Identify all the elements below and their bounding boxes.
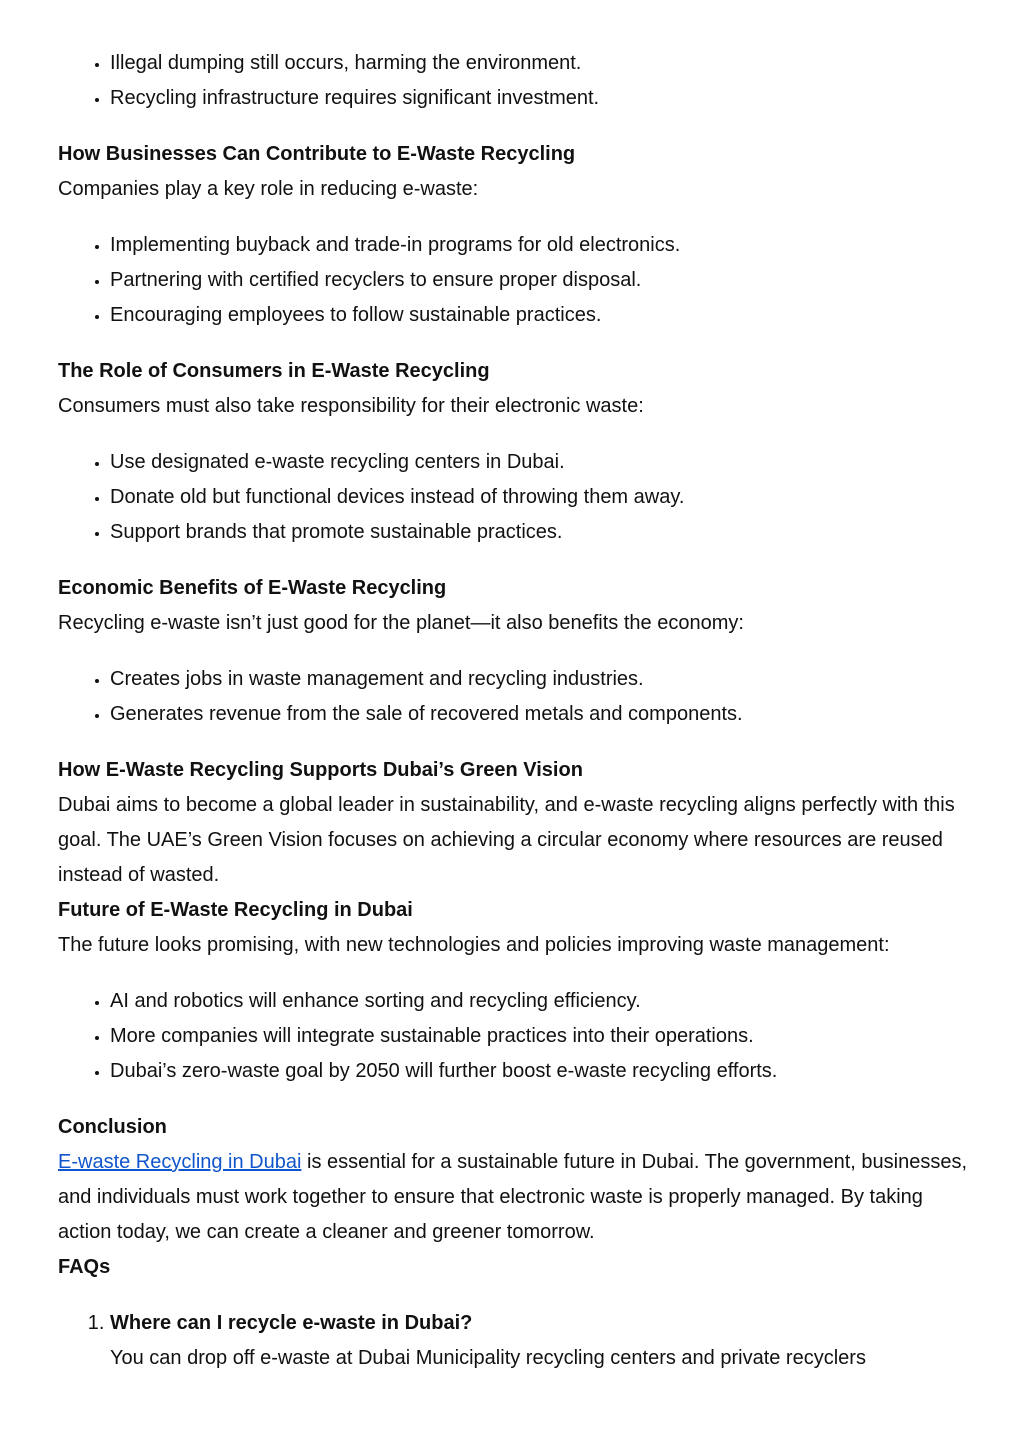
section-heading: Future of E-Waste Recycling in Dubai bbox=[58, 899, 413, 921]
section-green-vision bbox=[58, 753, 978, 893]
list-item: • More companies will integrate sustainable practices into their operations. bbox=[110, 1019, 978, 1054]
section-heading: The Role of Consumers in E-Waste Recycling bbox=[58, 360, 490, 382]
section-conclusion bbox=[58, 1110, 978, 1250]
intro-bullet-list bbox=[58, 46, 978, 116]
section-heading: FAQs bbox=[58, 1256, 111, 1278]
section-faqs bbox=[58, 1250, 978, 1376]
section-paragraph: Consumers must also take responsibility for their electronic waste: bbox=[58, 395, 644, 417]
list-item: • Donate old but functional devices instead of throwing them away. bbox=[110, 480, 978, 515]
section-consumers bbox=[58, 354, 978, 550]
faq-item bbox=[110, 1306, 978, 1376]
section-paragraph: Companies play a key role in reducing e-waste: bbox=[58, 178, 479, 200]
bullet-list bbox=[58, 228, 978, 333]
section-heading: Economic Benefits of E-Waste Recycling bbox=[58, 577, 447, 599]
list-item: • Illegal dumping still occurs, harming the environment. bbox=[110, 46, 978, 81]
section-businesses bbox=[58, 137, 978, 333]
list-item: • Dubai’s zero-waste goal by 2050 will further boost e-waste recycling efforts. bbox=[110, 1054, 978, 1089]
e-waste-recycling-link[interactable]: E-waste Recycling in Dubai bbox=[58, 1151, 302, 1173]
conclusion-paragraph bbox=[58, 1145, 978, 1250]
list-item: • Support brands that promote sustainable practices. bbox=[110, 515, 978, 550]
list-item: • Creates jobs in waste management and recycling industries. bbox=[110, 662, 978, 697]
faq-answer: You can drop off e-waste at Dubai Municipality recycling centers and private recyclers bbox=[110, 1347, 866, 1369]
list-item: • Encouraging employees to follow sustainable practices. bbox=[110, 298, 978, 333]
section-paragraph: Dubai aims to become a global leader in sustainability, and e-waste recycling aligns perfectly with this goal. The UAE’s Green Vision focuses on achieving a circular economy where resources are reused instead of wasted. bbox=[58, 794, 955, 886]
section-future bbox=[58, 893, 978, 1089]
list-item: • Implementing buyback and trade-in programs for old electronics. bbox=[110, 228, 978, 263]
section-economic-benefits bbox=[58, 571, 978, 732]
list-item: • Generates revenue from the sale of recovered metals and components. bbox=[110, 697, 978, 732]
bullet-list bbox=[58, 984, 978, 1089]
conclusion-text: is essential for a sustainable future in Dubai. The government, businesses, and individuals must work together to ensure that electronic waste is properly managed. By taking action today, we can create a cleaner and greener tomorrow. bbox=[58, 1151, 967, 1243]
list-item: • AI and robotics will enhance sorting and recycling efficiency. bbox=[110, 984, 978, 1019]
bullet-list bbox=[58, 445, 978, 550]
article-page bbox=[58, 46, 978, 1376]
bullet-list bbox=[58, 662, 978, 732]
section-heading: Conclusion bbox=[58, 1116, 167, 1138]
list-item: • Partnering with certified recyclers to ensure proper disposal. bbox=[110, 263, 978, 298]
list-item: • Use designated e-waste recycling centers in Dubai. bbox=[110, 445, 978, 480]
section-heading: How E-Waste Recycling Supports Dubai’s Green Vision bbox=[58, 759, 583, 781]
section-paragraph: Recycling e-waste isn’t just good for the planet—it also benefits the economy: bbox=[58, 612, 744, 634]
faq-question: 1. Where can I recycle e-waste in Dubai? bbox=[110, 1312, 473, 1334]
section-paragraph: The future looks promising, with new technologies and policies improving waste management: bbox=[58, 934, 890, 956]
section-heading: How Businesses Can Contribute to E-Waste Recycling bbox=[58, 143, 576, 165]
faq-list bbox=[58, 1306, 978, 1376]
list-item: • Recycling infrastructure requires significant investment. bbox=[110, 81, 978, 116]
